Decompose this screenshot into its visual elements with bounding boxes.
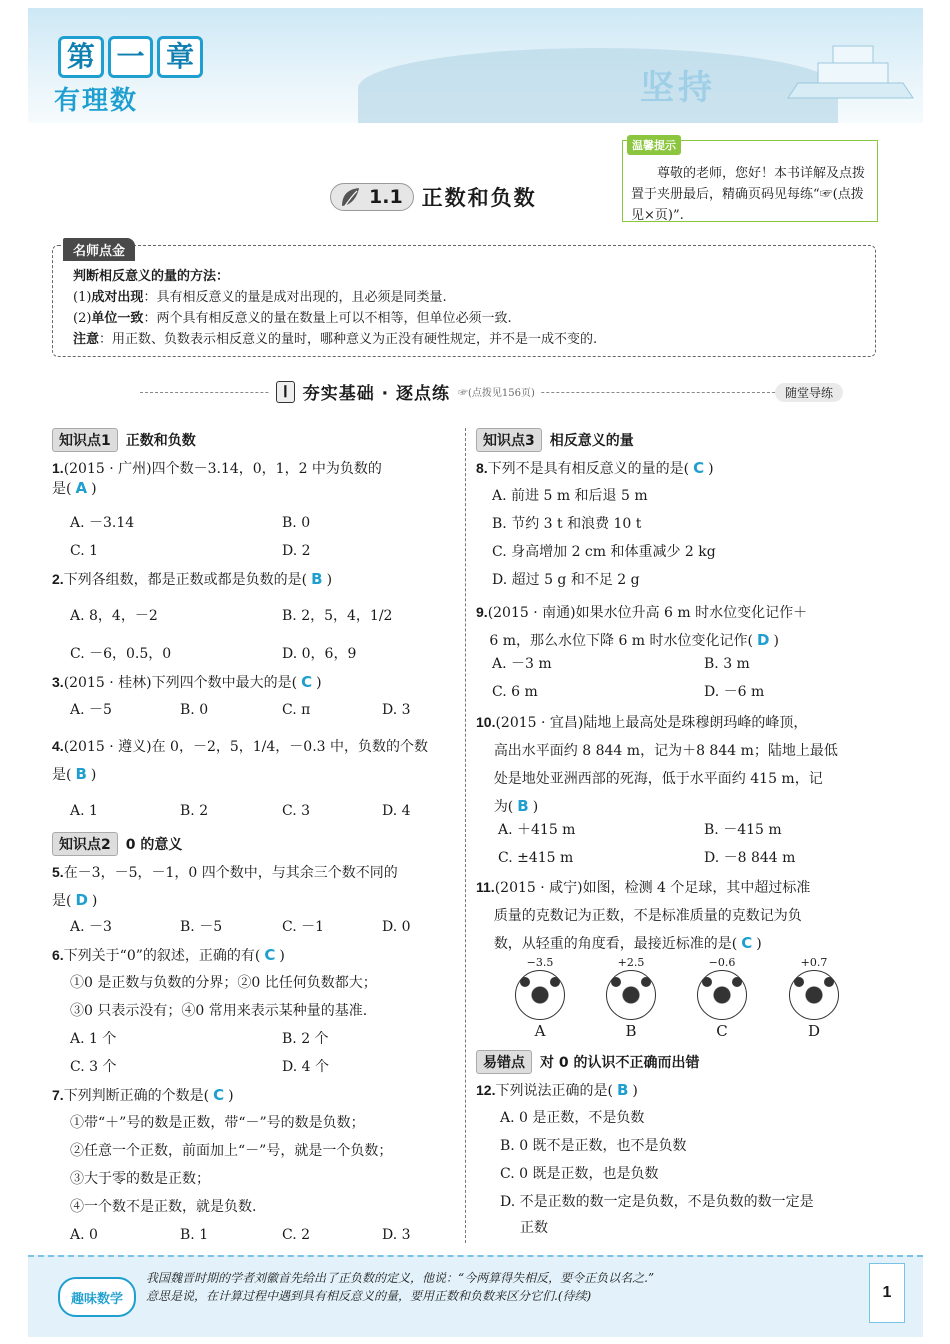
q-num: 7. [52,1087,64,1103]
kp-title: 0 的意义 [125,837,183,853]
ball-label: B [625,1022,637,1040]
q-answer: C [693,459,705,477]
question-6: 6.下列关于“0”的叙述，正确的有( C ) [52,946,285,964]
option: A. －5 [70,702,112,718]
option: D. 3 [382,1227,411,1243]
tips-keyword: 注意 [73,332,100,347]
section-badge [330,183,414,211]
q-stem: 是( [52,481,72,497]
ball-label: D [807,1022,821,1040]
option: C. 0 既是正数，也是负数 [500,1166,659,1182]
q-answer: C [301,673,313,691]
ball-value: −0.6 [708,956,736,969]
statement: ③0 只表示没有；④0 常用来表示某种量的基准. [70,1003,368,1019]
chapter-char: 一 [108,36,154,78]
section-number: 1.1 [369,186,403,208]
tips-line1: 判断相反意义的量的方法： [73,269,230,284]
q-num: 6. [52,947,64,963]
teacher-tips-lines [73,266,597,350]
option: A. －3.14 [70,515,135,531]
q-answer: A [75,479,88,497]
option: C. ±415 m [498,850,574,866]
q-answer: D [757,631,770,649]
tips-text: ：用正数、负数表示相反意义的量时，哪种意义为正没有硬性规定，并不是一成不变的. [99,332,598,347]
fun-math-line: 意思是说，在计算过程中遇到具有相反意义的量，要用正数和负数来区分它们.(待续) [146,1289,592,1303]
q-stem: 在－3，－5，－1，0 四个数中，与其余三个数不同的 [63,865,398,881]
mountain-decoration [358,48,838,123]
option: A. 1 个 [70,1031,117,1047]
q-answer: C [213,1086,225,1104]
option: A. 0 [70,1227,98,1243]
q-stem: (2015 · 遵义)在 0，－2，5，1/4，－0.3 中，负数的个数 [63,739,429,755]
chapter-subject: 有理数 [54,86,139,116]
question-9: 9.(2015 · 南通)如果水位升高 6 m 时水位变化记作＋ 6 m，那么水位下降 6 m 时水位变化记作( D ) [476,604,808,649]
q-num: 12. [476,1082,496,1098]
ball-value: +0.7 [800,956,828,969]
q-stem: 处是地处亚洲西部的死海，低于水平面约 415 m，记 [493,771,823,787]
q-stem: 为( [493,799,514,815]
question-8: 8.下列不是具有相反意义的量的是( C ) [476,459,714,477]
option: A. ＋415 m [498,822,576,838]
q-stem: (2015 · 宜昌)陆地上最高处是珠穆朗玛峰的峰顶， [495,715,808,731]
footer-fun-math [28,1255,923,1337]
option: C. 1 [70,543,99,559]
fun-math-logo: 趣味数学 [58,1277,136,1317]
page-number: 1 [869,1263,905,1323]
question-12: 12.下列说法正确的是( B ) [476,1081,638,1099]
tips-prefix: (1) [73,290,92,305]
option: C. 6 m [492,684,538,700]
option: B. 1 [180,1227,209,1243]
option: A. －3 m [492,656,552,672]
statement: ①带“＋”号的数是正数，带“－”号的数是负数； [70,1115,365,1131]
question-2: 2.下列各组数，都是正数或都是负数的是( B ) [52,570,333,588]
q-answer: B [616,1081,629,1099]
tips-text: ：两个具有相反意义的量在数量上可以不相等，但单位必须一致. [143,311,512,326]
ball-value: +2.5 [617,956,645,969]
ball-label: C [716,1022,728,1040]
q-answer: D [75,891,88,909]
q-stem: 6 m，那么水位下降 6 m 时水位变化记作( [489,633,753,649]
tips-prefix: (2) [73,311,92,326]
option: B. 2，5，4，1/2 [282,608,393,624]
knowledge-point-3 [476,428,634,452]
q-stem: (2015 · 咸宁)如图，检测 4 个足球，其中超过标准 [494,880,811,896]
q-stem: (2015 · 广州)四个数－3.14，0，1，2 中为负数的 [63,461,382,477]
motto: 坚持 [640,68,716,108]
tips-text: ：具有相反意义的量是成对出现的，且必须是同类量. [143,290,447,305]
fun-math-line: 我国魏晋时期的学者刘徽首先给出了正负数的定义，他说：“今两算得失相反，要令正负以名之.” [146,1271,655,1285]
q-num: 5. [52,864,64,880]
section-title [330,178,537,216]
warm-tip-box [622,140,878,222]
q-stem: 高出水平面约 8 844 m，记为＋8 844 m；陆地上最低 [493,743,838,759]
option: D. 不是正数的数一定是负数，不是负数的数一定是 [500,1194,814,1210]
option: B. －5 [180,919,223,935]
q-num: 11. [476,879,495,895]
statement: ①0 是正数与负数的分界；②0 比任何负数都大； [70,975,377,991]
q-num: 10. [476,714,496,730]
option: C. 3 [282,803,311,819]
part-ref: ☞(点拨见156页) [458,388,535,399]
option: D. 4 [382,803,411,819]
option: 正数 [520,1220,548,1236]
q-num: 3. [52,674,64,690]
option: A. 前进 5 m 和后退 5 m [492,488,648,504]
tips-keyword: 成对出现 [91,290,144,305]
kp-label: 知识点2 [52,832,118,856]
option: A. －3 [70,919,112,935]
option: D. 2 [282,543,311,559]
teacher-tips-box [52,245,876,357]
kp-title: 对 0 的认识不正确而出错 [540,1055,700,1071]
warm-tip-text: 尊敬的老师，您好！本书详解及点拨置于夹册最后，精确页码见每练“☞(点拨见×页)”. [631,166,866,223]
q-stem: 质量的克数记为正数，不是标准质量的克数记为负 [493,908,802,924]
kp-label: 易错点 [476,1050,532,1074]
option: B. 0 既不是正数，也不是负数 [500,1138,687,1154]
q-num: 2. [52,571,64,587]
q-stem: 下列各组数，都是正数或都是负数的是( [63,572,308,588]
q-stem: 是( [52,767,72,783]
error-prone-point [476,1050,700,1074]
kp-label: 知识点3 [476,428,542,452]
q-stem: (2015 · 南通)如果水位升高 6 m 时水位变化记作＋ [487,605,808,621]
q-stem: (2015 · 桂林)下列四个数中最大的是( [63,675,298,691]
q-stem: 数，从轻重的角度看，最接近标准的是( [493,936,738,952]
option: D. 3 [382,702,411,718]
option: A. 0 是正数，不是负数 [500,1110,645,1126]
part-roman: Ⅰ [276,381,295,403]
q-answer: B [75,765,87,783]
leaf-icon [339,186,363,208]
chapter-char: 第 [58,36,104,78]
part-tag: 随堂导练 [775,383,843,402]
q-stem: 下列说法正确的是( [495,1083,613,1099]
cruise-ship-icon [778,28,923,108]
statement: ③大于零的数是正数； [70,1171,210,1187]
q-num: 1. [52,460,64,476]
question-11: 11.(2015 · 咸宁)如图，检测 4 个足球，其中超过标准 质量的克数记为正数，不是标准质量的克数记为负 数，从轻重的角度看，最接近标准的是( C ) [476,879,811,952]
option: D. 0 [382,919,411,935]
question-1: 1.(2015 · 广州)四个数－3.14，0，1，2 中为负数的 是( A ) [52,460,382,497]
question-10: 10.(2015 · 宜昌)陆地上最高处是珠穆朗玛峰的峰顶， 高出水平面约 8 844 m，记为＋8 844 m；陆地上最低 处是地处亚洲西部的死海，低于水平面约 415 m，记 为( B ) [476,714,838,815]
part-title: 夯实基础 · 逐点练 [302,384,451,404]
option: B. 2 [180,803,209,819]
option: C. 2 [282,1227,311,1243]
kp-title: 相反意义的量 [549,433,634,449]
option: D. 4 个 [282,1059,329,1075]
soccer-ball-icon [789,970,839,1020]
part-header [140,379,880,407]
q-num: 9. [476,604,488,620]
warm-tip-tag: 温馨提示 [627,135,681,155]
knowledge-point-1 [52,428,196,452]
option: B. 节约 3 t 和浪费 10 t [492,516,642,532]
option: D. 超过 5 g 和不足 2 g [492,572,640,588]
q-answer: B [311,570,323,588]
fun-math-text [146,1269,846,1305]
tips-keyword: 单位一致 [91,311,144,326]
option: C. 3 个 [70,1059,117,1075]
option: B. 2 个 [282,1031,329,1047]
q-num: 4. [52,738,64,754]
teacher-tips-head: 名师点金 [63,238,135,261]
statement: ④一个数不是正数，就是负数. [70,1199,257,1215]
option: B. 0 [282,515,311,531]
q-num: 8. [476,460,488,476]
q-answer: C [264,946,276,964]
option: C. π [282,702,311,718]
option: A. 8，4，－2 [70,608,158,624]
option: B. 0 [180,702,209,718]
q-stem: 是( [52,893,72,909]
column-divider [465,428,466,1243]
q-stem: 下列关于“0”的叙述，正确的有( [63,948,261,964]
option: D. －6 m [704,684,765,700]
part-title-group [270,379,541,404]
option: C. 身高增加 2 cm 和体重减少 2 kg [492,544,716,560]
chapter-label [58,36,203,78]
q-answer: B [517,797,529,815]
option: C. －1 [282,919,325,935]
option: D. 0，6，9 [282,646,357,662]
question-5: 5.在－3，－5，－1，0 四个数中，与其余三个数不同的 是( D ) [52,864,398,909]
chapter-char: 章 [157,36,203,78]
ball-label: A [534,1022,546,1040]
soccer-ball-icon [606,970,656,1020]
ball-value: −3.5 [526,956,554,969]
option: A. 1 [70,803,98,819]
option: B. －415 m [704,822,782,838]
question-7: 7.下列判断正确的个数是( C ) [52,1086,234,1104]
question-4: 4.(2015 · 遵义)在 0，－2，5，1/4，－0.3 中，负数的个数 是( B ) [52,738,429,783]
kp-label: 知识点1 [52,428,118,452]
statement: ②任意一个正数，前面加上“－”号，就是一个负数； [70,1143,393,1159]
q-stem: 下列不是具有相反意义的量的是( [487,461,690,477]
q-answer: C [741,934,753,952]
section-name: 正数和负数 [421,186,537,210]
kp-title: 正数和负数 [125,433,196,449]
soccer-ball-icon [697,970,747,1020]
option: B. 3 m [704,656,750,672]
option: C. －6，0.5，0 [70,646,172,662]
option: D. －8 844 m [704,850,796,866]
knowledge-point-2 [52,832,182,856]
soccer-ball-icon [515,970,565,1020]
q-stem: 下列判断正确的个数是( [63,1088,210,1104]
question-3: 3.(2015 · 桂林)下列四个数中最大的是( C ) [52,673,322,691]
